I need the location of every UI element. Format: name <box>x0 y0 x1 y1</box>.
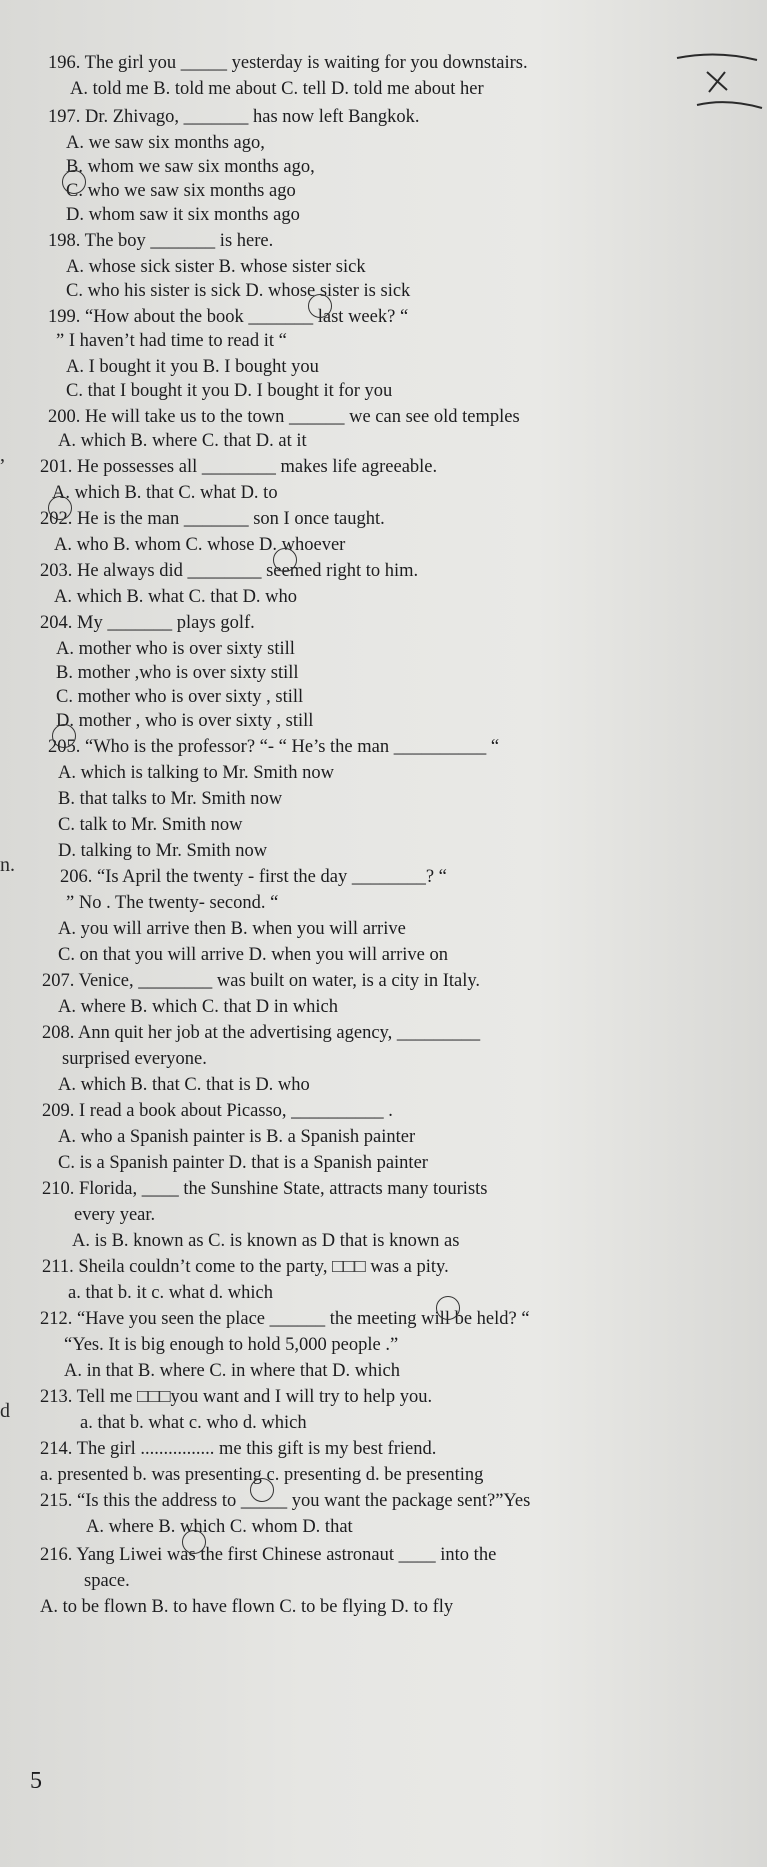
text-line-q205d: D. talking to Mr. Smith now <box>58 841 268 861</box>
answer-circle-201 <box>48 496 72 520</box>
text-line-q199r: ” I haven’t had time to read it “ <box>56 331 287 351</box>
answer-circle-198 <box>308 294 332 318</box>
text-line-q203o: A. which B. what C. that D. who <box>54 587 298 607</box>
text-line-q215o: A. where B. which C. whom D. that <box>86 1517 353 1537</box>
text-line-q197a: A. we saw six months ago, <box>66 133 265 153</box>
text-line-q208r: surprised everyone. <box>62 1049 207 1069</box>
text-line-q212: 212. “Have you seen the place ______ the meeting will be held? “ <box>40 1309 530 1329</box>
page-number: 5 <box>30 1768 42 1794</box>
text-line-q209o1: A. who a Spanish painter is B. a Spanish painter <box>58 1127 416 1147</box>
text-line-q196: 196. The girl you _____ yesterday is waiting for you downstairs. <box>48 53 528 73</box>
text-line-q206: 206. “Is April the twenty - first the day ________? “ <box>60 867 447 887</box>
answer-circle-215 <box>182 1530 206 1554</box>
margin-mark-3: d <box>0 1400 10 1422</box>
text-line-q200: 200. He will take us to the town ______ we can see old temples <box>48 407 520 427</box>
text-line-q209: 209. I read a book about Picasso, __________ . <box>42 1101 393 1121</box>
text-line-q214: 214. The girl ................ me this gift is my best friend. <box>40 1439 437 1459</box>
text-line-q197b: B. whom we saw six months ago, <box>66 157 315 177</box>
margin-mark-1: , <box>0 444 5 466</box>
text-line-q204c: C. mother who is over sixty , still <box>56 687 304 707</box>
answer-circle-202 <box>273 548 297 572</box>
text-line-q204a: A. mother who is over sixty still <box>56 639 295 659</box>
text-line-q204d: D. mother , who is over sixty , still <box>56 711 314 731</box>
text-line-q209o2: C. is a Spanish painter D. that is a Spanish painter <box>58 1153 428 1173</box>
text-line-q204: 204. My _______ plays golf. <box>40 613 255 633</box>
text-line-q202o: A. who B. whom C. whose D. whoever <box>54 535 346 555</box>
text-line-q216: 216. Yang Liwei was the first Chinese astronaut ____ into the <box>40 1545 497 1565</box>
text-line-q206o2: C. on that you will arrive D. when you will arrive on <box>58 945 448 965</box>
text-line-q201: 201. He possesses all ________ makes life agreeable. <box>40 457 438 477</box>
text-line-q205c: C. talk to Mr. Smith now <box>58 815 243 835</box>
answer-circle-211 <box>436 1296 460 1320</box>
text-line-q205: 205. “Who is the professor? “- “ He’s the man __________ “ <box>48 737 500 757</box>
text-line-q213o: a. that b. what c. who d. which <box>80 1413 307 1433</box>
text-line-q197d: D. whom saw it six months ago <box>66 205 300 225</box>
text-line-q212r: “Yes. It is big enough to hold 5,000 people .” <box>64 1335 399 1355</box>
text-line-q210o: A. is B. known as C. is known as D that is known as <box>72 1231 460 1251</box>
text-line-q207: 207. Venice, ________ was built on water, is a city in Italy. <box>42 971 481 991</box>
text-line-q199: 199. “How about the book _______ last week? “ <box>48 307 409 327</box>
text-line-q211o: a. that b. it c. what d. which <box>68 1283 273 1303</box>
text-line-q211: 211. Sheila couldn’t come to the party, □□□ was a pity. <box>42 1257 449 1277</box>
text-line-q199o2: C. that I bought it you D. I bought it for you <box>66 381 393 401</box>
text-line-q216r: space. <box>84 1571 130 1591</box>
text-line-q202: 202. He is the man _______ son I once taught. <box>40 509 385 529</box>
text-line-q210r: every year. <box>74 1205 156 1225</box>
text-line-q208o: A. which B. that C. that is D. who <box>58 1075 310 1095</box>
text-line-q206o1: A. you will arrive then B. when you will arrive <box>58 919 406 939</box>
text-line-q212o: A. in that B. where C. in where that D. which <box>64 1361 401 1381</box>
text-line-q206r: ” No . The twenty- second. “ <box>66 893 279 913</box>
text-line-q213: 213. Tell me □□□you want and I will try to help you. <box>40 1387 433 1407</box>
text-line-q196o1: A. told me B. told me about C. tell D. told me about her <box>70 79 484 99</box>
text-line-q198o2: C. who his sister is sick D. whose sister is sick <box>66 281 411 301</box>
text-line-q208: 208. Ann quit her job at the advertising agency, _________ <box>42 1023 481 1043</box>
text-line-q200o: A. which B. where C. that D. at it <box>58 431 307 451</box>
text-line-q203: 203. He always did ________ seemed right to him. <box>40 561 419 581</box>
answer-circle-197 <box>62 170 86 194</box>
text-line-q215: 215. “Is this the address to _____ you want the package sent?”Yes <box>40 1491 531 1511</box>
text-line-q198o1: A. whose sick sister B. whose sister sick <box>66 257 366 277</box>
text-line-q198: 198. The boy _______ is here. <box>48 231 274 251</box>
text-line-q197c: C. who we saw six months ago <box>66 181 296 201</box>
text-line-q205a: A. which is talking to Mr. Smith now <box>58 763 334 783</box>
text-line-q204b: B. mother ,who is over sixty still <box>56 663 299 683</box>
margin-mark-2: n. <box>0 854 15 876</box>
text-line-q207o: A. where B. which C. that D in which <box>58 997 339 1017</box>
corner-scribble-icon <box>667 50 767 120</box>
text-line-q205b: B. that talks to Mr. Smith now <box>58 789 283 809</box>
text-line-q216o: A. to be flown B. to have flown C. to be flying D. to fly <box>40 1597 454 1617</box>
answer-circle-204 <box>52 724 76 748</box>
text-line-q199o1: A. I bought it you B. I bought you <box>66 357 319 377</box>
text-line-q197: 197. Dr. Zhivago, _______ has now left Bangkok. <box>48 107 420 127</box>
answer-circle-214 <box>250 1478 274 1502</box>
text-line-q214o: a. presented b. was presenting c. presenting d. be presenting <box>40 1465 484 1485</box>
text-line-q201o: A. which B. that C. what D. to <box>52 483 278 503</box>
text-line-q210: 210. Florida, ____ the Sunshine State, attracts many tourists <box>42 1179 488 1199</box>
